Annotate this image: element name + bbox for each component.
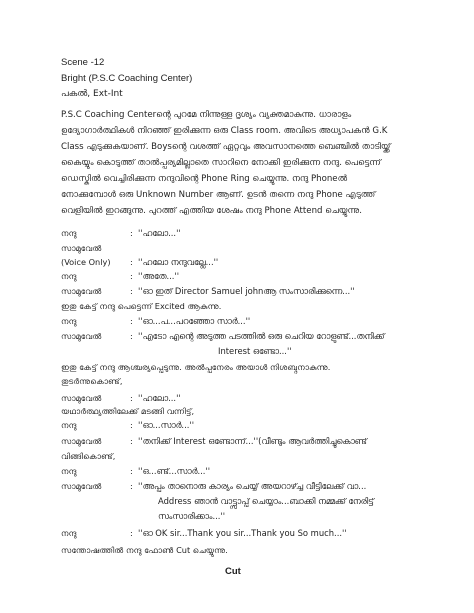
dialogue-line-cont: സംസാരിക്കാം...'' [158,511,226,521]
description-line: Class എടുക്കുകയാണ്. Boysന്റെ വശത്ത് ഏറ്റവും അവസാനത്തെ ബെഞ്ചിൽ താടിയ്ക്ക് [61,142,391,152]
dialogue-line: ''അതേ...'' [138,271,180,281]
action-note: ഇതു കേട്ട് നന്ദു പെട്ടെന്ന് Excited ആകുന്നു. [61,301,222,311]
speaker-name: സാമുവേൽ [61,286,102,296]
dialogue-line: ''ഓ OK sir...Thank you sir...Thank you So much...'' [138,528,347,538]
dialogue-line: ''അപ്പം താനൊരു കാര്യം ചെയ്യ് അയറാഴ്ച്ച വീട്ടിലേക്ക് വാ... [138,481,367,491]
dialogue-line-cont: Address ഞാൻ വാട്ട്സാപ്പ് ചെയ്യാം...ബാക്കി നമ്മക്ക് നേരിട്ട് [158,496,374,506]
scene-time: പകൽ, Ext-Int [61,89,123,99]
description-line: വെളിയിൽ ഇറങ്ങുന്നു. പുറത്ത് എത്തിയ ശേഷം നന്ദു Phone Attend ചെയ്യുന്നു. [61,206,362,216]
speaker-name: നന്ദു [61,228,77,238]
dialogue-line: ''തനിക്ക് Interest ഒണ്ടോന്ന്...''(വീണ്ടും ആവർത്തിച്ചുകൊണ്ട് [138,436,367,446]
dialogue-line: ''ഹലോ നന്ദുവല്ലേ...'' [138,257,219,267]
action-note: യഥാർത്ഥ്യത്തിലേക്ക് മടങ്ങി വന്നിട്ട്, [61,406,195,416]
dialogue-line-cont: Interest ഒണ്ടോ...'' [218,346,292,356]
description-line: ഡെസ്കിൽ വെച്ചിരിക്കുന്ന നന്ദുവിന്റെ Phone Ring ചെയ്യുന്നു. നന്ദു Phoneൽ [61,174,348,184]
description-line: കൈയ്യും കൊടുത്ത് താൽപ്പര്യമില്ലാതെ സാറിനെ നോക്കി ഇരിക്കുന്ന നന്ദു. പെട്ടെന്ന് [61,158,381,168]
action-note: സന്തോഷത്തിൽ നന്ദു ഫോൺ Cut ചെയ്യുന്നു. [61,545,228,555]
description-line: നോക്കുമ്പോൾ ഒരു Unknown Number ആണ്. ഉടൻ തന്നെ നന്ദു Phone എടുത്ത് [61,190,376,200]
description-line: P.S.C Coaching Centerന്റെ പുറമേ നിന്നുള്ള ദൃശ്യം വ്യക്തമാകുന്നു. ധാരാളം [61,110,352,120]
speaker-name: സാമുവേൽ [61,331,102,341]
scene-end: Cut [225,566,241,577]
speaker-name: സാമുവേൽ [61,393,102,403]
scene-location: Bright (P.S.C Coaching Center) [61,73,193,84]
speaker-name: സാമുവേൽ [61,243,102,253]
action-note-cont: തുടർന്നുകൊണ്ട്, [61,376,123,386]
dialogue-line: ''ഓ...സാർ...'' [138,420,195,430]
dialogue-line: ''ഹലോ...'' [138,228,181,238]
action-note: വിങ്ങികൊണ്ട്, [61,451,116,461]
script-page: Scene -12 Bright (P.S.C Coaching Center) പകൽ, Ext-Int P.S.C Coaching Centerന്റെ പുറമേ നിന്നുള്ള ദൃശ്യം വ്യക്തമാകുന്നു. ധാരാളം ഉദ്യോഗാർത്ഥികൾ നിറഞ്ഞ് ഇരിക്കുന്ന ഒരു Class room. അവിടെ അധ്യാപകൻ G.K Class എടുക്കുകയാണ്. Boysന്റെ വശത്ത് ഏറ്റവും അവസാനത്തെ ബെഞ്ചിൽ താടിയ്ക്ക് കൈയ്യും കൊടുത്ത് താൽപ്പര്യമില്ലാതെ സാറിനെ നോക്കി ഇരിക്കുന്ന നന്ദു. പെട്ടെന്ന് ഡെസ്കിൽ വെച്ചിരിക്കുന്ന നന്ദുവിന്റെ Phone Ring ചെയ്യുന്നു. നന്ദു Phoneൽ നോക്കുമ്പോൾ ഒരു Unknown Number ആണ്. ഉടൻ തന്നെ നന്ദു Phone എടുത്ത് വെളിയിൽ ഇറങ്ങുന്നു. പുറത്ത് എത്തിയ ശേഷം നന്ദു Phone Attend ചെയ്യുന്നു. നന്ദു : ''ഹലോ...'' സാമുവേൽ (Voice Only) : ''ഹലോ നന്ദുവല്ലേ...'' നന്ദു : ''അതേ...'' സാമുവേൽ : ''ഓ ഇത് Director Samuel johnആ സംസാരിക്കുന്നെ...'' ഇതു കേട്ട് നന്ദു പെട്ടെന്ന് Excited ആകുന്നു. നന്ദു : ''ഓ...പ...പറഞ്ഞോ സാർ...'' സാമുവേൽ : ''എടോ എന്റെ അടുത്ത പടത്തിൽ ഒരു ചെറിയ റോളുണ്ട്...തനിക്ക് Interest ഒണ്ടോ...'' ഇതു കേട്ട് നന്ദു ആശ്ചര്യപ്പെടുന്നു. അൽപ്പനേരം അയാൾ നിശബ്ദനാകുന്നു. തുടർന്നുകൊണ്ട്, സാമുവേൽ : ''ഹലോ...'' യഥാർത്ഥ്യത്തിലേക്ക് മടങ്ങി വന്നിട്ട്, നന്ദു : ''ഓ...സാർ...'' സാമുവേൽ : ''തനിക്ക് Interest ഒണ്ടോന്ന്...''(വീണ്ടും ആവർത്തിച്ചുകൊണ്ട് വിങ്ങികൊണ്ട്, നന്ദു : ''ഒ...ണ്ട്...സാർ...'' സാമുവേൽ : ''അപ്പം താനൊരു കാര്യം ചെയ്യ് അയറാഴ്ച്ച വീട്ടിലേക്ക് വാ... Address ഞാൻ വാട്ട്സാപ്പ് ചെയ്യാം...ബാക്കി നമ്മക്ക് നേരിട്ട് സംസാരിക്കാം...'' നന്ദു : ''ഓ OK sir...Thank you sir...Thank you So much...'' സന്തോഷത്തിൽ നന്ദു ഫോൺ Cut ചെയ്യുന്നു. Cut [61,57,391,577]
dialogue-line: ''ഹലോ...'' [138,393,181,403]
speaker-name: നന്ദു [61,271,77,281]
speaker-name: സാമുവേൽ [61,481,102,491]
speaker-name: നന്ദു [61,420,77,430]
description-line: ഉദ്യോഗാർത്ഥികൾ നിറഞ്ഞ് ഇരിക്കുന്ന ഒരു Class room. അവിടെ അധ്യാപകൻ G.K [61,126,388,136]
speaker-name: നന്ദു [61,528,77,538]
speaker-name: നന്ദു [61,466,77,476]
dialogue-line: ''ഒ...ണ്ട്...സാർ...'' [138,466,211,476]
speaker-name: സാമുവേൽ [61,436,102,446]
dialogue-line: ''എടോ എന്റെ അടുത്ത പടത്തിൽ ഒരു ചെറിയ റോളുണ്ട്...തനിക്ക് [138,331,385,341]
dialogue-line: ''ഓ...പ...പറഞ്ഞോ സാർ...'' [138,316,251,326]
action-note: ഇതു കേട്ട് നന്ദു ആശ്ചര്യപ്പെടുന്നു. അൽപ്പനേരം അയാൾ നിശബ്ദനാകുന്നു. [61,362,331,372]
scene-number: Scene -12 [61,57,105,68]
speaker-name: നന്ദു [61,316,77,326]
dialogue-line: ''ഓ ഇത് Director Samuel johnആ സംസാരിക്കുന്നെ...'' [138,286,355,296]
speaker-name: (Voice Only) [61,257,111,267]
